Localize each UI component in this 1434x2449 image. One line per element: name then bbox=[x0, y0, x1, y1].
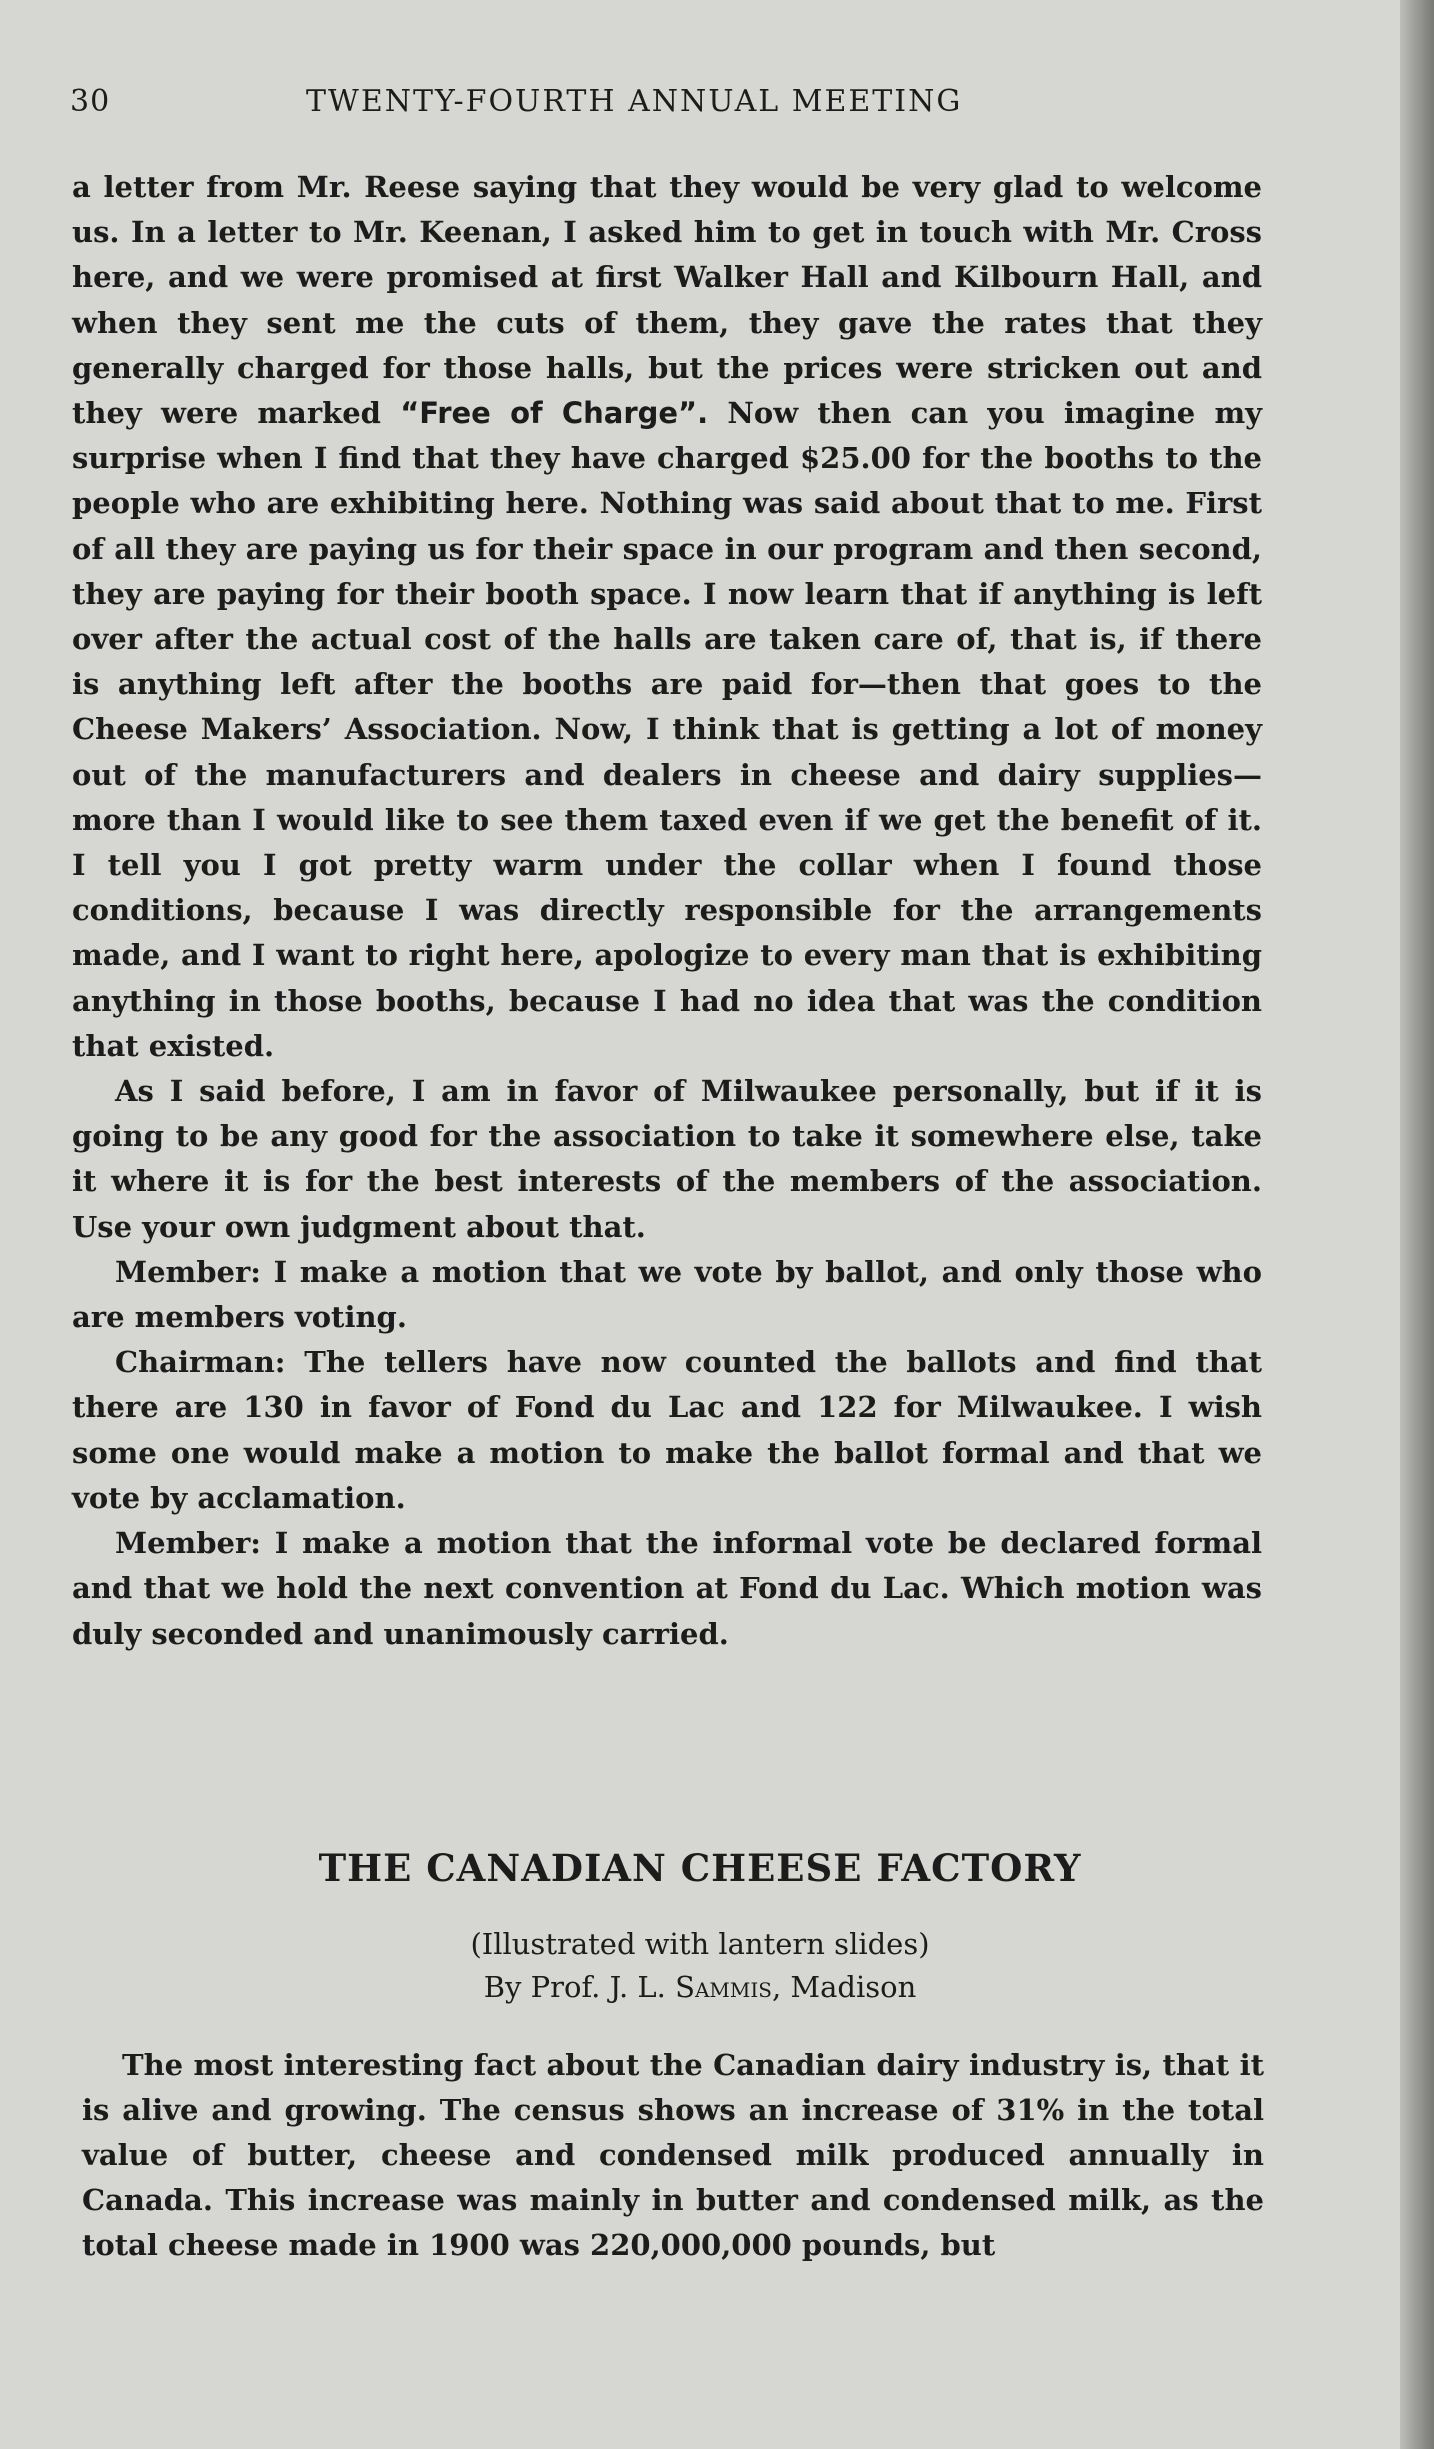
page-edge-shadow bbox=[1400, 0, 1434, 2449]
article-byline bbox=[0, 1970, 1400, 2004]
byline-suffix: , Madison bbox=[771, 1970, 917, 2004]
letter-text: a letter from Mr. Reese saying that they would be very glad to welcome us. In a letter to Mr. Keenan, I asked him to get in touch with Mr. Cross here, and we were promised at first Walker Hall and Kilbourn Hall, and when they sent me the cuts of them, they gave the rates that they generally charged for those halls, but the prices were stricken out and they were marked bbox=[72, 170, 1262, 431]
running-title: TWENTY-FOURTH ANNUAL MEETING bbox=[306, 84, 963, 119]
article-opening-paragraph: The most interesting fact about the Canadian dairy industry is, that it is alive and growing. The census shows an increase of 31% in the total value of butter, cheese and condensed milk produced annually in Canada. This increase was mainly in butter and condensed milk, as the total cheese made in 1900 was 220,000,000 pounds, but bbox=[82, 2048, 1264, 2262]
article-title: THE CANADIAN CHEESE FACTORY bbox=[318, 1846, 1082, 1890]
paragraph-chairman-result: Chairman: The tellers have now counted the ballots and find that there are 130 in favor of Fond du Lac and 122 for Milwaukee. I wish some one would make a motion to make the ballot formal and that we vote by acclamation. bbox=[72, 1345, 1262, 1515]
author-surname: Sammis bbox=[675, 1970, 772, 2004]
free-of-charge-quote: “Free of Charge”. bbox=[400, 396, 709, 431]
letter-text-continued: Now then can you imagine my surprise when I find that they have charged $25.00 for the booths to the people who are exhibiting here. Nothing was said about that to me. First of all they are paying us for their space in our program and then second, they are paying for their booth space. I now learn that if anything is left over after the actual cost of the halls are taken care of, that is, if there is anything left after the booths are paid for—then that goes to the Cheese Makers’ Association. Now, I think that is getting a lot of money out of the manufacturers and dealers in cheese and dairy supplies—more than I would like to see them taxed even if we get the benefit of it. I tell you I got pretty warm under the collar when I found those conditions, because I was directly responsible for the arrangements made, and I want to right here, apologize to every man that is exhibiting anything in those booths, because I had no idea that was the condition that existed. bbox=[72, 396, 1262, 1063]
article-body bbox=[82, 2043, 1264, 2268]
byline-prefix: By Prof. J. L. bbox=[483, 1970, 666, 2004]
article-subtitle: (Illustrated with lantern slides) bbox=[470, 1927, 930, 1961]
paragraph-member-motion-ballot: Member: I make a motion that we vote by ballot, and only those who are members voting. bbox=[72, 1254, 1262, 1335]
running-header bbox=[70, 84, 1260, 128]
page-number: 30 bbox=[70, 84, 111, 119]
paragraph-member-motion-formal: Member: I make a motion that the informal vote be declared formal and that we hold the next convention at Fond du Lac. Which motion was duly seconded and unanimously carried. bbox=[72, 1526, 1262, 1651]
meeting-transcript bbox=[72, 165, 1262, 1657]
paragraph-letter bbox=[72, 165, 1262, 1069]
paragraph-milwaukee: As I said before, I am in favor of Milwaukee personally, but if it is going to be any good for the association to take it somewhere else, take it where it is for the best interests of the members of the association. Use your own judgment about that. bbox=[72, 1074, 1262, 1244]
